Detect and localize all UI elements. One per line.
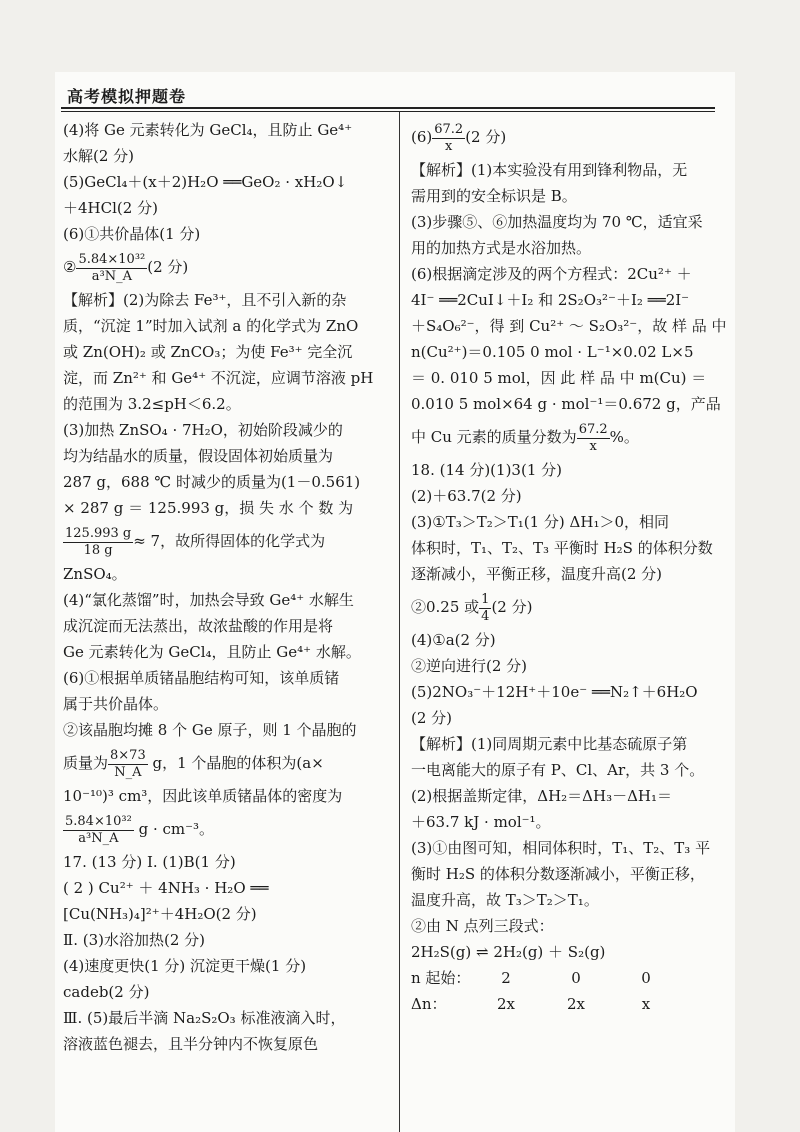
row-label: Δn： — [411, 995, 447, 1013]
numerator: 1 — [481, 591, 490, 607]
text-line: ②逆向进行(2 分) — [411, 657, 528, 675]
denominator: a³N_A — [91, 268, 132, 284]
formula-line — [411, 117, 731, 157]
formula-suffix: ≈ 7，故所得固体的化学式为 — [133, 532, 326, 550]
text-line: × 287 g ＝ 125.993 g，损 失 水 个 数 为 — [63, 499, 354, 517]
formula-line — [63, 809, 393, 849]
text-line: ②该晶胞均摊 8 个 Ge 原子，则 1 个晶胞的 — [63, 721, 357, 739]
denominator: a³N_A — [78, 830, 119, 846]
text-line: (2)＋63.7(2 分) — [411, 487, 522, 505]
page — [55, 72, 735, 1132]
text-line: ZnSO₄。 — [63, 565, 127, 583]
fraction — [63, 814, 134, 847]
text-line: (3)步骤⑤、⑥加热温度均为 70 ℃，适宜采 — [411, 213, 703, 231]
formula-suffix: %。 — [609, 428, 639, 446]
numerator: 67.2 — [434, 121, 464, 137]
row-label: n 起始： — [411, 969, 471, 987]
text-line: ＋4HCl(2 分) — [63, 199, 158, 217]
text-line: (5)2NO₃⁻＋12H⁺＋10e⁻ ══N₂↑＋6H₂O — [411, 683, 698, 701]
text-line: 水解(2 分) — [63, 147, 135, 165]
text-line: ＝ 0. 010 5 mol，因 此 样 品 中 m(Cu) ＝ — [411, 369, 707, 387]
table-row — [411, 991, 731, 1017]
header-rule — [61, 107, 715, 109]
formula-prefix: 中 Cu 元素的质量分数为 — [411, 428, 577, 446]
text-line: ( 2 ) Cu²⁺ ＋ 4NH₃ · H₂O ══ — [63, 879, 269, 897]
formula-suffix: (2 分) — [465, 128, 507, 146]
text-line: 质，“沉淀 1”时加入试剂 a 的化学式为 ZnO — [63, 317, 359, 335]
text-line: 逐渐减小，平衡正移，温度升高(2 分) — [411, 565, 663, 583]
text-line: 18. (14 分)(1)3(1 分) — [411, 461, 562, 479]
text-line: 10⁻¹⁰)³ cm³，因此该单质锗晶体的密度为 — [63, 787, 343, 805]
formula-suffix: (2 分) — [147, 258, 189, 276]
formula-line — [411, 587, 731, 627]
text-line: [Cu(NH₃)₄]²⁺＋4H₂O(2 分) — [63, 905, 257, 923]
cell: 2x — [566, 995, 585, 1013]
text-line: 17. (13 分) Ⅰ. (1)B(1 分) — [63, 853, 236, 871]
text-line: 287 g，688 ℃ 时减少的质量为(1－0.561) — [63, 473, 361, 491]
numerator: 5.84×10³² — [78, 251, 146, 267]
formula-prefix: ② — [63, 258, 77, 276]
text-line: 【解析】(1)同周期元素中比基态硫原子第 — [411, 735, 688, 753]
text-line: 属于共价晶体。 — [63, 695, 169, 713]
right-column — [411, 117, 731, 1017]
cell: 0 — [641, 969, 651, 987]
formula-prefix: ②0.25 或 — [411, 598, 480, 616]
text-line: 溶液蓝色褪去，且半分钟内不恢复原色 — [63, 1035, 319, 1053]
text-line: 【解析】(2)为除去 Fe³⁺，且不引入新的杂 — [63, 291, 347, 309]
page-header: 高考模拟押题卷 — [67, 87, 187, 106]
formula-prefix: (6) — [411, 128, 433, 146]
text-line: (6)①根据单质锗晶胞结构可知，该单质锗 — [63, 669, 340, 687]
text-line: (2 分) — [411, 709, 453, 727]
text-line: 淀，而 Zn²⁺ 和 Ge⁴⁺ 不沉淀，应调节溶液 pH — [63, 369, 374, 387]
text-line: n(Cu²⁺)＝0.105 0 mol · L⁻¹×0.02 L×5 — [411, 343, 694, 361]
formula-suffix: g · cm⁻³。 — [133, 820, 215, 838]
left-column — [63, 117, 393, 1057]
formula-line — [63, 521, 393, 561]
denominator: x — [445, 138, 453, 154]
text-line: 0.010 5 mol×64 g · mol⁻¹＝0.672 g，产品 — [411, 395, 721, 413]
text-line: ②由 N 点列三段式： — [411, 917, 554, 935]
cell: 2 — [501, 969, 511, 987]
fraction — [577, 422, 610, 455]
text-line: (6)①共价晶体(1 分) — [63, 225, 201, 243]
text-line: (3)①由图可知，相同体积时，T₁、T₂、T₃ 平 — [411, 839, 711, 857]
fraction — [63, 526, 133, 559]
formula-prefix: 质量为 — [63, 754, 109, 772]
text-line: (6)根据滴定涉及的两个方程式：2Cu²⁺ ＋ — [411, 265, 692, 283]
formula-line — [411, 417, 731, 457]
denominator: N_A — [114, 764, 142, 780]
text-line: ＋63.7 kJ · mol⁻¹。 — [411, 813, 551, 831]
fraction — [76, 252, 147, 285]
text-line: (3)①T₃＞T₂＞T₁(1 分) ΔH₁＞0，相同 — [411, 513, 670, 531]
text-line: (4)将 Ge 元素转化为 GeCl₄，且防止 Ge⁴⁺ — [63, 121, 353, 139]
table-row — [411, 965, 731, 991]
formula-suffix: g，1 个晶胞的体积为(a× — [147, 754, 324, 772]
text-line: 成沉淀而无法蒸出，故浓盐酸的作用是将 — [63, 617, 334, 635]
text-line: 或 Zn(OH)₂ 或 ZnCO₃；为使 Fe³⁺ 完全沉 — [63, 343, 353, 361]
cell: 2x — [496, 995, 515, 1013]
text-line: (4)①a(2 分) — [411, 631, 496, 649]
denominator: x — [589, 438, 597, 454]
numerator: 5.84×10³² — [65, 813, 132, 829]
text-line: (2)根据盖斯定律，ΔH₂＝ΔH₃－ΔH₁＝ — [411, 787, 673, 805]
text-line: Ge 元素转化为 GeCl₄，且防止 Ge⁴⁺ 水解。 — [63, 643, 361, 661]
text-line: 均为结晶水的质量，假设固体初始质量为 — [63, 447, 334, 465]
text-line: 温度升高，故 T₃＞T₂＞T₁。 — [411, 891, 599, 909]
text-line: 衡时 H₂S 的体积分数逐渐减小，平衡正移， — [411, 865, 705, 883]
equation-line: 2H₂S(g) ⇌ 2H₂(g) ＋ S₂(g) — [411, 943, 606, 961]
text-line: 一电离能大的原子有 P、Cl、Ar，共 3 个。 — [411, 761, 705, 779]
cell: x — [641, 995, 651, 1013]
formula-line — [63, 247, 393, 287]
denominator: 18 g — [83, 542, 113, 558]
text-line: 用的加热方式是水浴加热。 — [411, 239, 592, 257]
formula-suffix: (2 分) — [491, 598, 533, 616]
fraction — [108, 748, 148, 781]
text-line: 【解析】(1)本实验没有用到锋利物品，无 — [411, 161, 688, 179]
header-rule-thin — [61, 111, 715, 112]
text-line: (4)“氯化蒸馏”时，加热会导致 Ge⁴⁺ 水解生 — [63, 591, 354, 609]
formula-line — [63, 743, 393, 783]
text-line: (5)GeCl₄＋(x＋2)H₂O ══GeO₂ · xH₂O↓ — [63, 173, 348, 191]
text-line: 4I⁻ ══2CuI↓＋I₂ 和 2S₂O₃²⁻＋I₂ ══2I⁻ — [411, 291, 690, 309]
fraction — [479, 592, 491, 625]
text-line: (4)速度更快(1 分) 沉淀更干燥(1 分) — [63, 957, 307, 975]
numerator: 8×73 — [110, 747, 146, 763]
text-line: 的范围为 3.2≤pH＜6.2。 — [63, 395, 241, 413]
text-line: 体积时，T₁、T₂、T₃ 平衡时 H₂S 的体积分数 — [411, 539, 713, 557]
text-line: 需用到的安全标识是 B。 — [411, 187, 577, 205]
column-divider — [399, 112, 400, 1132]
text-line: (3)加热 ZnSO₄ · 7H₂O，初始阶段减少的 — [63, 421, 343, 439]
fraction — [432, 122, 465, 155]
text-line: Ⅱ. (3)水浴加热(2 分) — [63, 931, 205, 949]
denominator: 4 — [481, 608, 490, 624]
text-line: ＋S₄O₆²⁻，得 到 Cu²⁺ ～ S₂O₃²⁻，故 样 品 中 — [411, 317, 727, 335]
numerator: 67.2 — [578, 421, 608, 437]
text-line: cadeb(2 分) — [63, 983, 150, 1001]
numerator: 125.993 g — [65, 525, 132, 541]
cell: 0 — [571, 969, 581, 987]
text-line: Ⅲ. (5)最后半滴 Na₂S₂O₃ 标准液滴入时， — [63, 1009, 346, 1027]
